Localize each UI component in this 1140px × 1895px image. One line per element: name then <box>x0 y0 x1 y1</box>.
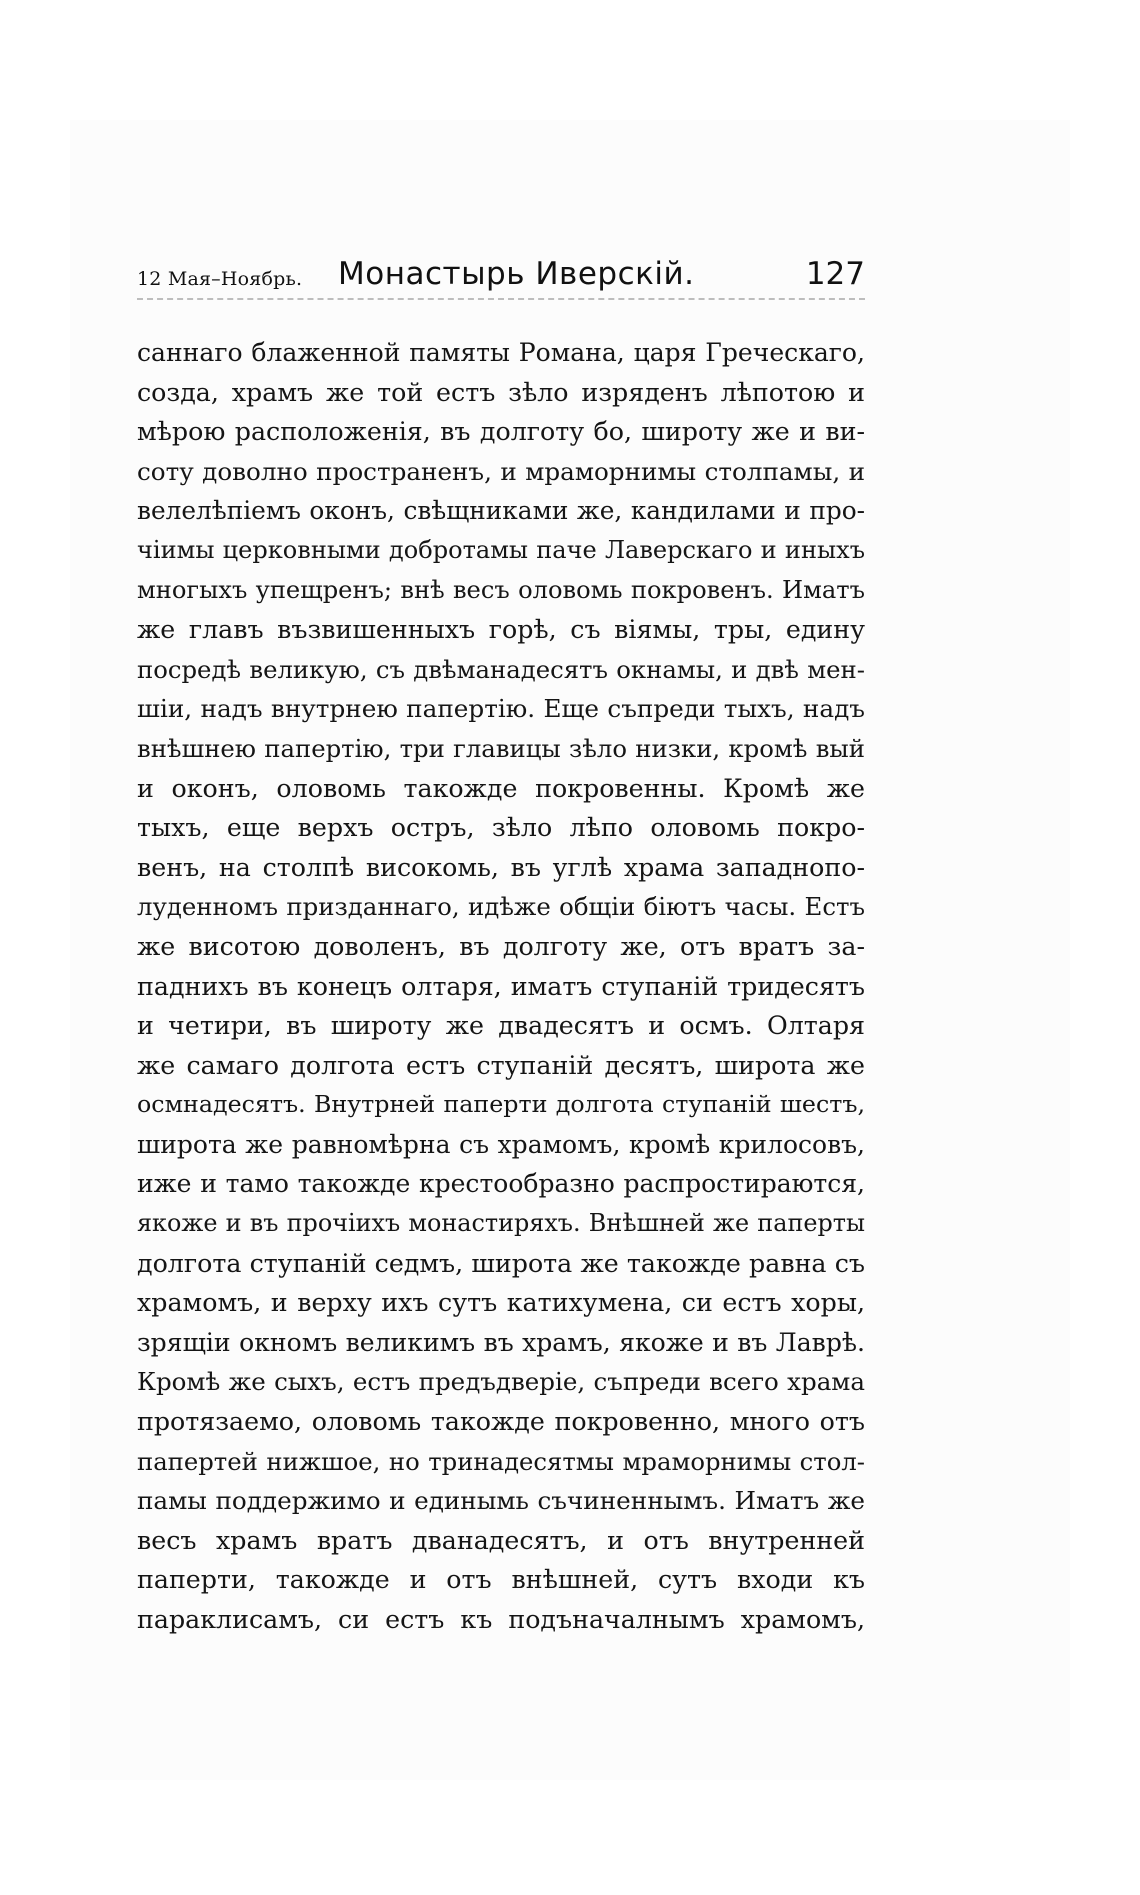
body-text <box>137 333 865 1640</box>
text-line: зрящіи окномъ великимъ въ храмъ, якоже и въ Лаврѣ. <box>137 1327 865 1357</box>
page-number: 127 <box>805 256 865 292</box>
text-line: папертей нижшое, но тринадесятмы мраморнимы стол- <box>137 1446 865 1476</box>
text-line: многыхъ упещренъ; внѣ весъ оловомь покровенъ. Иматъ <box>137 575 865 604</box>
text-line: же главъ възвишенныхъ горѣ, съ віямы, тры, едину <box>137 615 865 645</box>
text-line: храмомъ, и верху ихъ сутъ катихумена, си естъ хоры, <box>137 1288 865 1318</box>
text-line: же висотою доволенъ, въ долготу же, отъ вратъ за- <box>137 931 865 961</box>
text-line: протязаемо, оловомь такожде покровенно, много отъ <box>137 1407 865 1437</box>
text-line: Кромѣ же сыхъ, естъ предъдверіе, съпреди всего храма <box>137 1367 865 1397</box>
text-line: луденномъ призданнаго, идѣже общіи біютъ часы. Естъ <box>137 892 865 922</box>
text-line: венъ, на столпѣ високомь, въ углѣ храма западнопо- <box>137 852 865 882</box>
text-line: чіимы церковными добротамы паче Лаверскаго и иныхъ <box>137 535 865 564</box>
text-line: же самаго долгота естъ ступаній десятъ, широта же <box>137 1050 865 1080</box>
running-head <box>137 254 865 294</box>
text-line: мѣрою расположенія, въ долготу бо, широту же и ви- <box>137 417 865 447</box>
text-line: якоже и въ прочіихъ монастиряхъ. Внѣшней же паперты <box>137 1209 865 1238</box>
text-line: тыхъ, еще верхъ остръ, зѣло лѣпо оловомь покро- <box>137 813 865 843</box>
text-line: внѣшнею папертію, три главицы зѣло низки, кромѣ вый <box>137 733 865 763</box>
text-line: весъ храмъ вратъ дванадесятъ, и отъ внутренней <box>137 1525 865 1555</box>
text-line: велелѣпіемъ оконъ, свѣщниками же, кандилами и про- <box>137 496 865 526</box>
text-line: соту доволно пространенъ, и мраморнимы столпамы, и <box>137 456 865 486</box>
text-line: иже и тамо такожде крестообразно распростираются, <box>137 1169 865 1199</box>
header-rule <box>137 298 865 300</box>
text-line: осмнадесятъ. Внутрней паперти долгота ступаній шестъ, <box>137 1090 865 1119</box>
text-line: долгота ступаній седмъ, широта же такожде равна съ <box>137 1248 865 1278</box>
text-line: посредѣ великую, съ двѣманадесятъ окнамы, и двѣ мен- <box>137 654 865 684</box>
text-line: паднихъ въ конецъ олтаря, иматъ ступаній тридесятъ <box>137 971 865 1001</box>
text-line: и оконъ, оловомь такожде покровенны. Кромѣ же <box>137 773 865 803</box>
text-line: созда, храмъ же той естъ зѣло изряденъ лѣпотою и <box>137 377 865 407</box>
text-line: шіи, надъ внутрнею папертію. Еще съпреди тыхъ, надъ <box>137 694 865 724</box>
header-dates: 12 Мая–Ноябрь. <box>137 268 303 290</box>
text-line: и четири, въ широту же двадесятъ и осмъ. Олтаря <box>137 1011 865 1041</box>
text-line: паперти, такожде и отъ внѣшней, сутъ входи къ <box>137 1565 865 1595</box>
text-line: саннаго блаженной памяты Романа, царя Греческаго, <box>137 338 865 367</box>
text-line: широта же равномѣрна съ храмомъ, кромѣ крилосовъ, <box>137 1129 865 1159</box>
page-title: Монастырь Иверскій. <box>338 256 695 292</box>
text-line: памы поддержимо и единымь съчиненнымъ. Иматъ же <box>137 1486 865 1516</box>
text-line: параклисамъ, си естъ къ подъначалнымъ храмомъ, <box>137 1605 865 1634</box>
